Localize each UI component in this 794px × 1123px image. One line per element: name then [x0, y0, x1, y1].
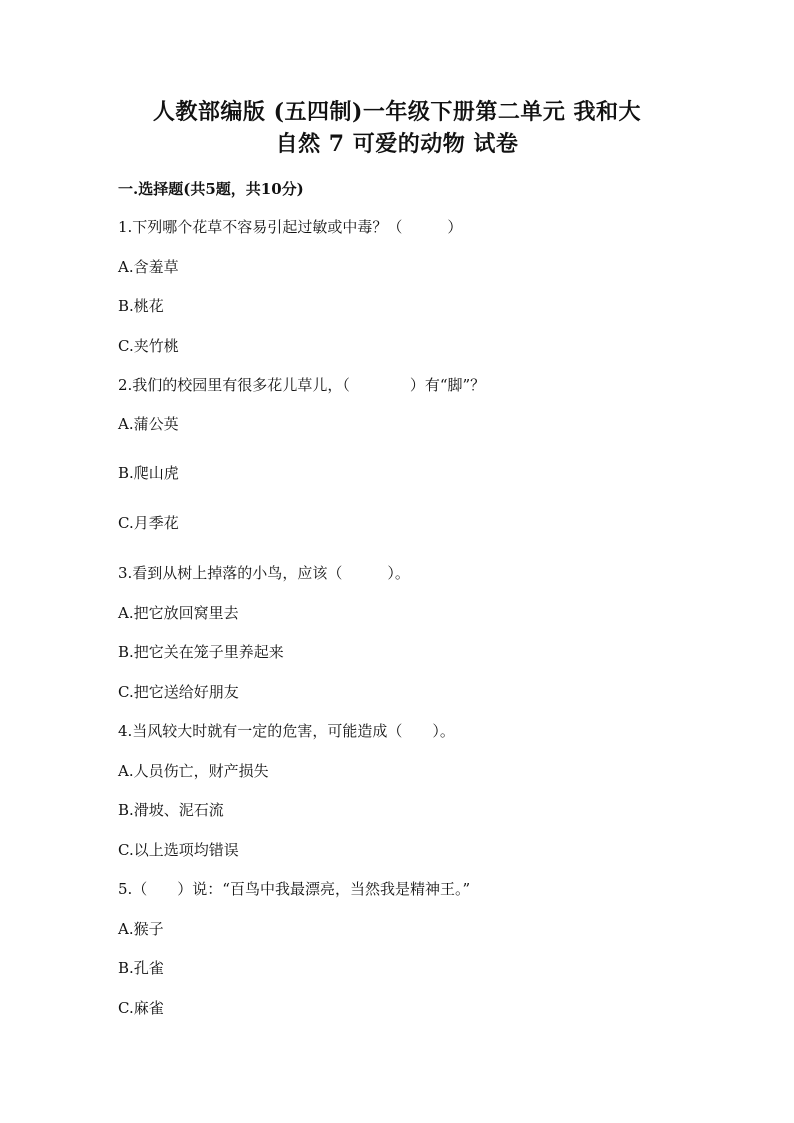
- question-3-option-b: B.把它关在笼子里养起来: [118, 643, 284, 661]
- question-5-option-c: C.麻雀: [118, 999, 164, 1017]
- question-5-stem: 5.（ ）说：“百鸟中我最漂亮，当然我是精神王。”: [118, 880, 471, 898]
- question-4-stem: 4.当风较大时就有一定的危害，可能造成（ ）。: [118, 722, 455, 740]
- title-line-2: 自然 7 可爱的动物 试卷: [275, 131, 519, 157]
- title-line-1: 人教部编版 (五四制)一年级下册第二单元 我和大: [152, 99, 642, 125]
- question-1-option-a: A.含羞草: [118, 258, 179, 276]
- question-3-option-a: A.把它放回窝里去: [118, 604, 239, 622]
- question-3-option-c: C.把它送给好朋友: [118, 683, 239, 701]
- question-5-option-a: A.猴子: [118, 920, 164, 938]
- question-4-option-b: B.滑坡、泥石流: [118, 801, 224, 819]
- question-2-option-a: A.蒲公英: [118, 415, 179, 433]
- question-1-option-b: B.桃花: [118, 297, 164, 315]
- question-2-option-b: B.爬山虎: [118, 464, 179, 482]
- question-1-stem: 1.下列哪个花草不容易引起过敏或中毒？（ ）: [118, 218, 463, 236]
- question-3-stem: 3.看到从树上掉落的小鸟，应该（ ）。: [118, 564, 410, 582]
- question-4-option-c: C.以上选项均错误: [118, 841, 239, 859]
- question-1-option-c: C.夹竹桃: [118, 337, 179, 355]
- question-2-option-c: C.月季花: [118, 514, 179, 532]
- section-heading: 一.选择题(共5题，共10分): [118, 180, 304, 198]
- question-4-option-a: A.人员伤亡，财产损失: [118, 762, 269, 780]
- question-5-option-b: B.孔雀: [118, 959, 164, 977]
- question-2-stem: 2.我们的校园里有很多花儿草儿，（ ）有“脚”？: [118, 376, 486, 394]
